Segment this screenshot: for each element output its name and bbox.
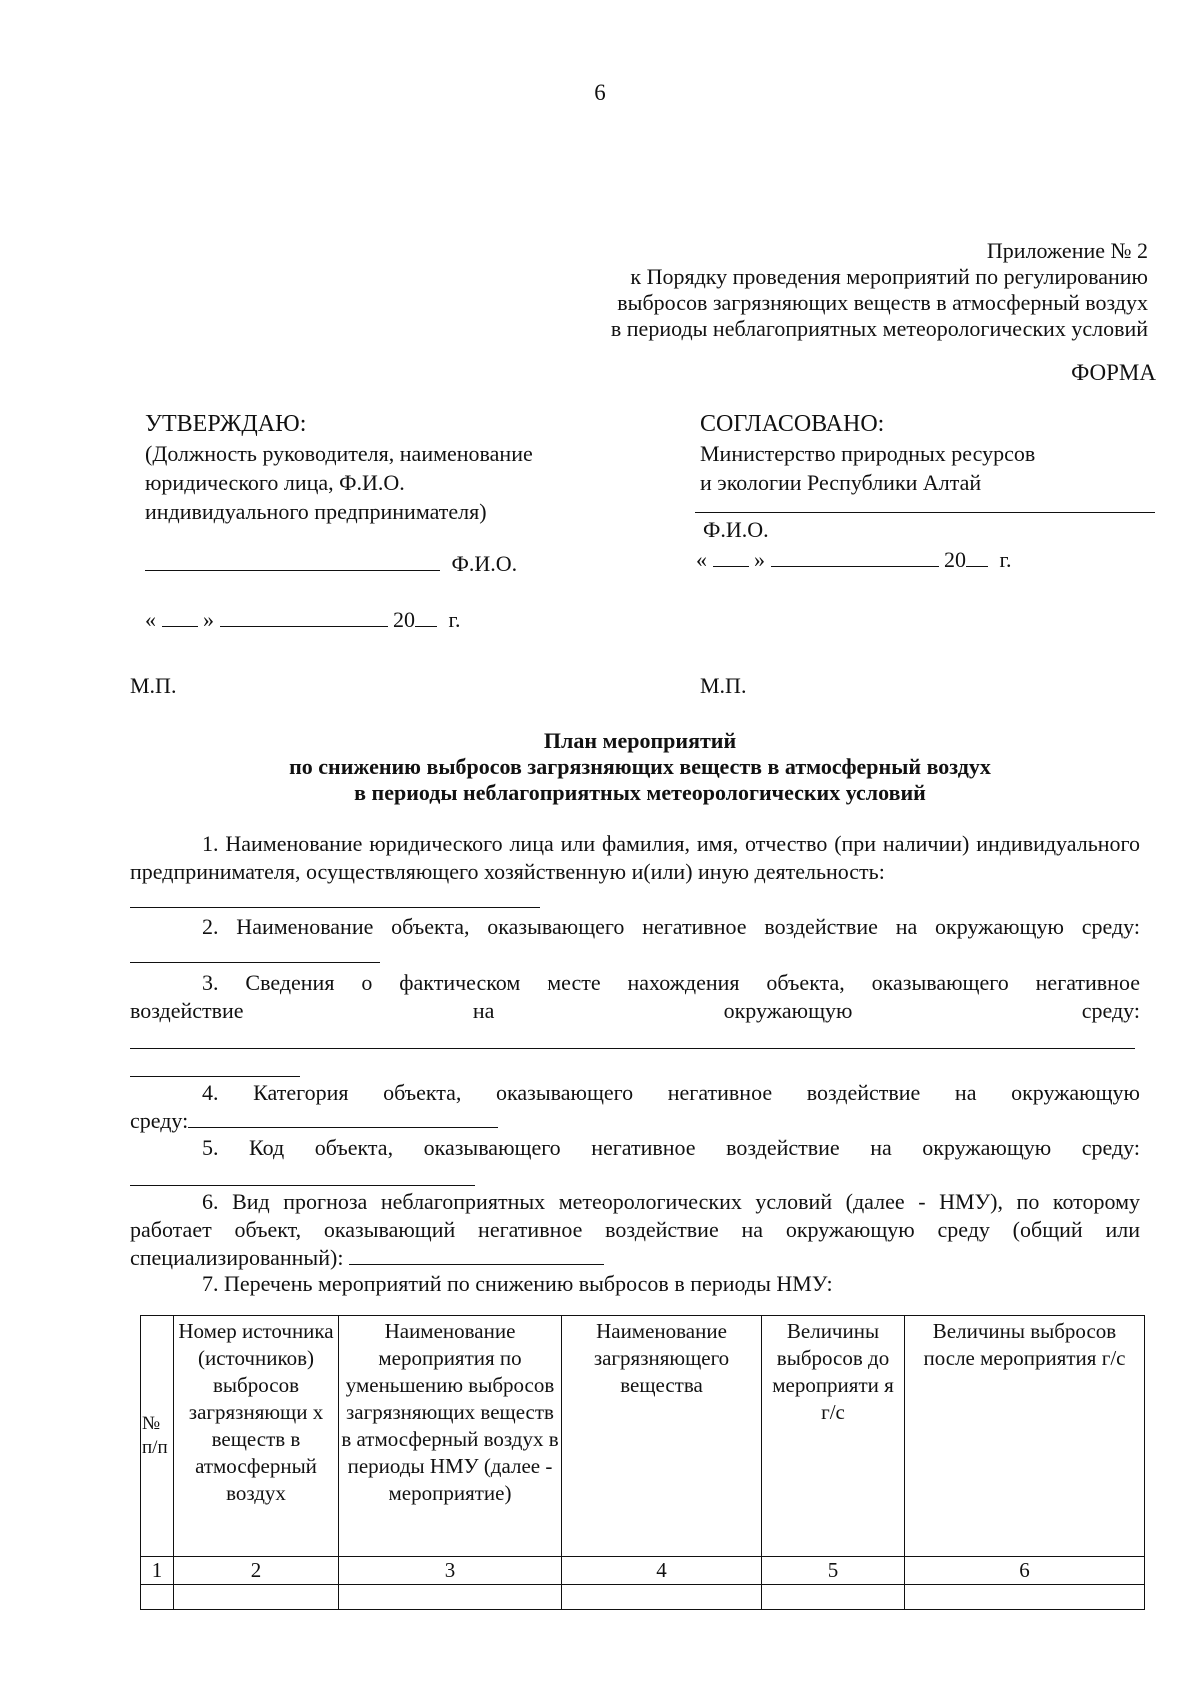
agreed-line-2: и экологии Республики Алтай — [700, 470, 982, 495]
item-7: 7. Перечень мероприятий по снижению выбросов в периоды НМУ: — [202, 1271, 833, 1296]
page-number: 6 — [594, 80, 606, 105]
approve-year-suffix: г. — [448, 607, 461, 632]
agreed-date-line — [696, 546, 1012, 573]
approve-month-blank[interactable] — [220, 606, 388, 627]
empty-cell[interactable] — [762, 1585, 905, 1610]
appendix-header — [611, 238, 1148, 342]
agreed-line-1: Министерство природных ресурсов — [700, 441, 1036, 466]
approve-block — [145, 410, 533, 526]
header-cell-number: № п/п — [141, 1316, 174, 1557]
approve-day-blank[interactable] — [162, 606, 198, 627]
agreed-year-blank[interactable] — [966, 546, 988, 567]
agreed-day-blank[interactable] — [713, 546, 749, 567]
item-4-blank[interactable] — [188, 1107, 498, 1128]
form-label: ФОРМА — [1071, 360, 1156, 385]
table-row — [141, 1585, 1145, 1610]
approve-year: 20 — [393, 607, 415, 632]
item-4-line-1: 4. Категория объекта, оказывающего негативное воздействие на окружающую — [202, 1080, 1140, 1105]
agreed-signature-line[interactable] — [695, 512, 1155, 513]
plan-title — [0, 728, 1200, 806]
item-3-word-4: среду: — [1081, 998, 1140, 1023]
plan-title-line-3: в периоды неблагоприятных метеорологических условий — [354, 780, 926, 805]
approve-line-3: индивидуального предпринимателя) — [145, 499, 487, 524]
approve-signature-blank[interactable] — [145, 550, 440, 571]
approve-line-2: юридического лица, Ф.И.О. — [145, 470, 405, 495]
approve-heading: УТВЕРЖДАЮ: — [145, 411, 307, 437]
table-number-row — [141, 1557, 1145, 1585]
agreed-stamp: М.П. — [700, 673, 747, 698]
agreed-fio-label: Ф.И.О. — [703, 517, 769, 542]
empty-cell[interactable] — [339, 1585, 562, 1610]
approve-fio-label: Ф.И.О. — [451, 551, 518, 576]
approve-signature-line — [145, 550, 517, 577]
item-1: 1. Наименование юридического лица или фамилия, имя, отчество (при наличии) индивидуального предпринимателя, осуществляющего хозяйственную и(или) иную деятельность: — [130, 831, 1140, 884]
number-cell-5: 5 — [762, 1557, 905, 1585]
item-3-blank-1[interactable] — [130, 1048, 1135, 1049]
approve-line-1: (Должность руководителя, наименование — [145, 441, 533, 466]
item-6 — [130, 1188, 1140, 1272]
appendix-line-4: в периоды неблагоприятных метеорологических условий — [610, 316, 1148, 341]
number-cell-4: 4 — [562, 1557, 762, 1585]
agreed-month-blank[interactable] — [771, 546, 939, 567]
item-3-word-2: на — [472, 998, 495, 1023]
item-6-text: 6. Вид прогноза неблагоприятных метеорологических условий (далее - НМУ), по которому работает объект, оказывающий негативное воздействие на окружающую среду (общий или специализированный): — [130, 1189, 1140, 1270]
number-cell-2: 2 — [174, 1557, 339, 1585]
item-3-word-3: окружающую — [723, 998, 853, 1023]
header-cell-source: Номер источника (источников) выбросов загрязняющи х веществ в атмосферный воздух — [174, 1316, 339, 1557]
item-3-word-1: воздействие — [130, 998, 244, 1023]
approve-quote-close: » — [203, 607, 214, 632]
approve-stamp: М.П. — [130, 673, 177, 698]
empty-cell[interactable] — [174, 1585, 339, 1610]
number-cell-6: 6 — [905, 1557, 1145, 1585]
approve-year-blank[interactable] — [415, 606, 437, 627]
agreed-year: 20 — [944, 547, 966, 572]
number-cell-1: 1 — [141, 1557, 174, 1585]
item-3-line-1: 3. Сведения о фактическом месте нахождения объекта, оказывающего негативное — [202, 970, 1140, 995]
number-cell-3: 3 — [339, 1557, 562, 1585]
header-cell-substance: Наименование загрязняющего вещества — [562, 1316, 762, 1557]
item-5-blank[interactable] — [130, 1185, 475, 1186]
item-4-tail: среду: — [130, 1108, 189, 1133]
header-cell-after: Величины выбросов после мероприятия г/с — [905, 1316, 1145, 1557]
agreed-heading: СОГЛАСОВАНО: — [700, 411, 885, 437]
item-3-line-2 — [130, 997, 1140, 1025]
agreed-year-suffix: г. — [999, 547, 1012, 572]
plan-title-line-1: План мероприятий — [543, 728, 737, 753]
table-header-row — [141, 1316, 1145, 1557]
item-1-blank[interactable] — [130, 907, 540, 908]
item-5: 5. Код объекта, оказывающего негативное воздействие на окружающую среду: — [202, 1135, 1140, 1160]
empty-cell[interactable] — [141, 1585, 174, 1610]
approve-quote-open: « — [145, 607, 156, 632]
appendix-line-2: к Порядку проведения мероприятий по регулированию — [630, 264, 1148, 289]
measures-table — [140, 1315, 1145, 1610]
item-2-blank[interactable] — [130, 962, 380, 963]
item-6-blank[interactable] — [349, 1244, 604, 1265]
item-3-blank-2[interactable] — [130, 1076, 300, 1077]
approve-date-line — [145, 606, 461, 633]
empty-cell[interactable] — [905, 1585, 1145, 1610]
header-cell-measure: Наименование мероприятия по уменьшению выбросов загрязняющих веществ в атмосферный воздух в периоды НМУ (далее - мероприятие) — [339, 1316, 562, 1557]
empty-cell[interactable] — [562, 1585, 762, 1610]
appendix-line-3: выбросов загрязняющих веществ в атмосферный воздух — [617, 290, 1148, 315]
item-2: 2. Наименование объекта, оказывающего негативное воздействие на окружающую среду: — [202, 914, 1140, 939]
item-4-line-2 — [130, 1107, 498, 1135]
appendix-line-1: Приложение № 2 — [986, 238, 1148, 263]
agreed-block — [700, 410, 1035, 497]
header-cell-before: Величины выбросов до мероприяти я г/с — [762, 1316, 905, 1557]
agreed-quote-close: » — [754, 547, 765, 572]
plan-title-line-2: по снижению выбросов загрязняющих веществ в атмосферный воздух — [289, 754, 991, 779]
agreed-quote-open: « — [696, 547, 707, 572]
